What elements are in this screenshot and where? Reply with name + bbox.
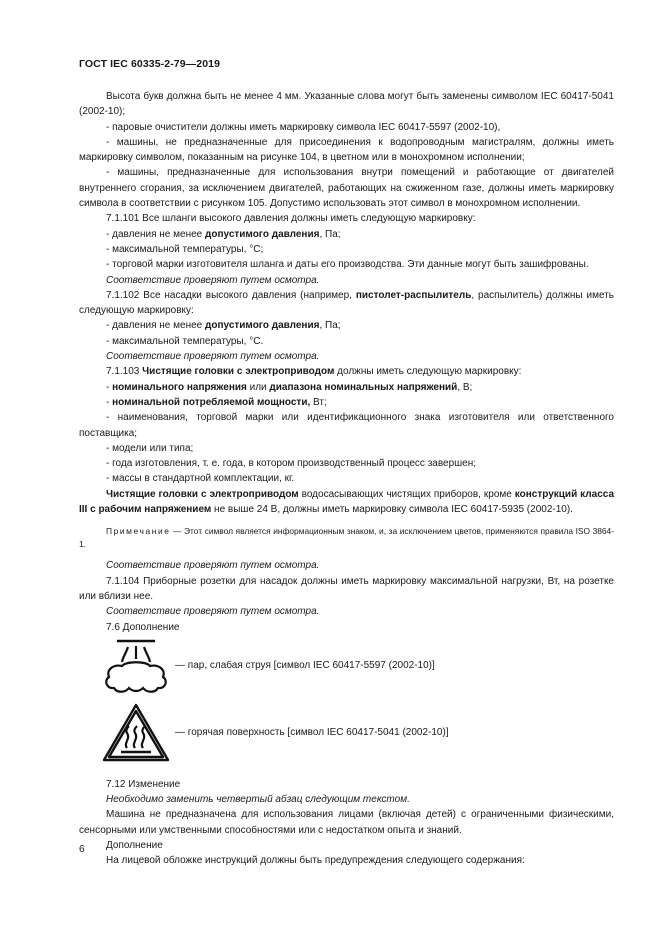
paragraph-cleaning-heads: Чистящие головки с электроприводом водосасывающих чистящих приборов, кроме конструкций класса III с рабочим напряжением не выше 24 В, должны иметь маркировку символа IEC 60417-5935 (2002-10). [79,488,615,516]
paragraph-restricted-persons: Машина не предназначена для использования лицами (включая детей) с ограниченными физическими, сенсорными или умственными способностями или с недостатком опыта и знаний. [79,809,614,836]
list-item-steam-cleaners: - паровые очистители должны иметь маркировку символа IEC 60417-5597 (2002-10), [106,121,501,133]
figure-steam-symbol [79,635,614,697]
paragraph-letter-height: Высота букв должна быть не менее 4 мм. Указанные слова могут быть заменены символом IEC 60417-5041 (2002-10); [79,91,614,118]
page-number: 6 [79,844,85,855]
amendment-instruction: Необходимо заменить четвертый абзац следующим текстом. [106,794,410,806]
list-item: - номинальной потребляемой мощности, Вт; [106,396,327,408]
compliance-check: Соответствие проверяют путем осмотра. [106,560,320,572]
clause-7-1-104: 7.1.104 Приборные розетки для насадок должны иметь маркировку максимальной нагрузки, Вт, на розетке или вблизи нее. [79,575,614,602]
compliance-check: Соответствие проверяют путем осмотра. [106,606,320,618]
list-item: - давления не менее допустимого давления, Па; [106,228,341,240]
hot-surface-warning-icon [101,702,171,764]
clause-7-1-103: 7.1.103 Чистящие головки с электроприводом должны иметь следующую маркировку: [106,366,522,378]
section-title-7-12: 7.12 Изменение [106,778,181,790]
list-item-no-water-mains: - машины, не предназначенные для присоединения к водопроводным магистралям, должны иметь маркировку символом, показанным на рисунке 104, в цветном или в монохромном исполнении; [79,136,614,164]
addition-label: Дополнение [106,839,163,851]
list-item: - давления не менее допустимого давления, Па; [106,320,341,332]
paragraph-cover-warnings: На лицевой обложке инструкций должны быть предупреждения следующего содержания: [106,855,525,867]
compliance-check: Соответствие проверяют путем осмотра. [106,351,320,363]
steam-low-jet-icon [101,637,171,695]
list-item: - торговой марки изготовителя шланга и даты его производства. Эти данные могут быть зашифрованы. [106,259,589,271]
compliance-check: Соответствие проверяют путем осмотра. [106,274,320,286]
figure-caption: — пар, слабая струя [символ IEC 60417-5597 (2002-10)] [175,660,435,672]
section-title-7-6: 7.6 Дополнение [106,621,180,633]
clause-7-1-101: 7.1.101 Все шланги высокого давления должны иметь следующую маркировку: [106,213,476,225]
figure-hot-surface-symbol [79,701,614,765]
list-item: - массы в стандартной комплектации, кг. [106,473,295,485]
list-item: - наименования, торговой марки или идентификационного знака изготовителя или ответственного поставщика; [79,412,614,439]
list-item: - максимальной температуры, °С. [106,335,264,347]
list-item-indoor-engines: - машины, предназначенные для использования внутри помещений и работающие от двигателей внутреннего сгорания, за исключением двигателей, работающих на сжиженном газе, должны иметь маркировку символа в соответствии с рисунком 105. Допустимо использовать этот символ в монохромном исполнении. [79,167,614,210]
figure-caption: — горячая поверхность [символ IEC 60417-5041 (2002-10)] [175,727,449,739]
page-content [79,89,614,869]
clause-7-1-102: 7.1.102 Все насадки высокого давления (например, пистолет-распылитель, распылитель) должны иметь следующую маркировку: [79,289,614,317]
list-item: - модели или типа; [106,442,194,454]
document-header: ГОСТ IEC 60335-2-79—2019 [79,58,221,70]
list-item: - максимальной температуры, °C; [106,243,264,255]
note: Примечание — Этот символ является информационным знаком, и, за исключением цветов, применяются правила ISO 3864-1. [79,526,614,549]
list-item: - номинального напряжения или диапазона номинальных напряжений, В; [106,381,473,393]
list-item: - года изготовления, т. е. года, в котором производственный процесс завершен; [106,458,477,470]
